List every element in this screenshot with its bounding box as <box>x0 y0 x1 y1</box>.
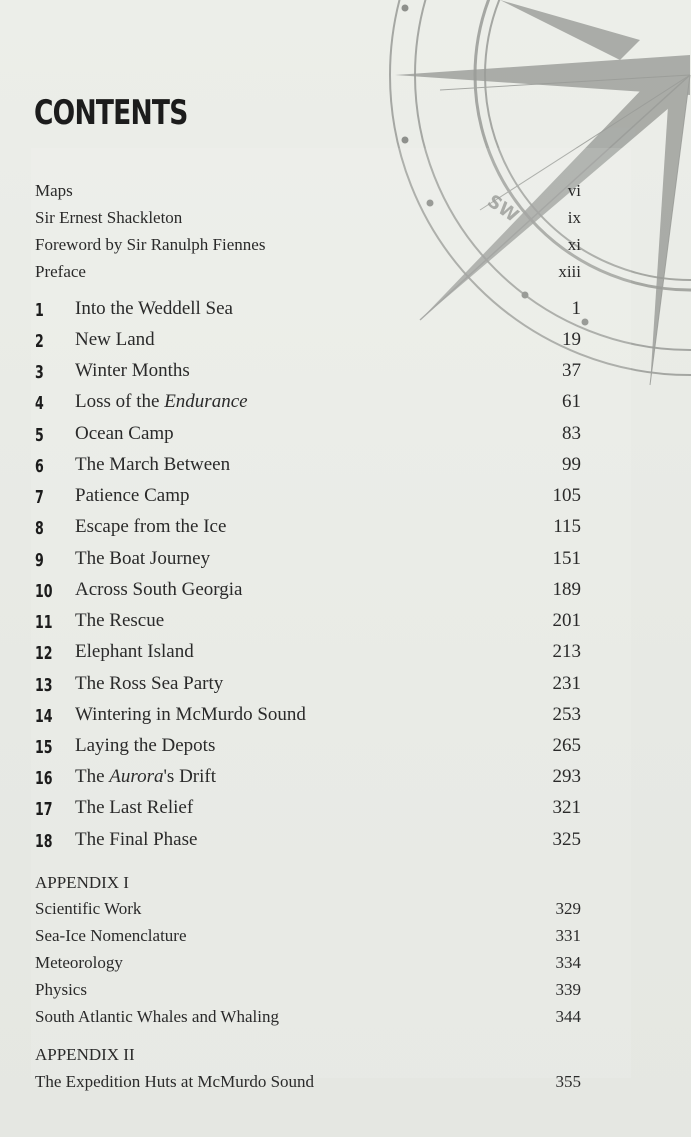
chapter-page: 105 <box>552 485 581 506</box>
chapter-entry[interactable] <box>0 454 691 482</box>
entry-title: South Atlantic Whales and Whaling <box>35 1007 279 1026</box>
chapter-page: 151 <box>552 548 581 569</box>
entry-page: 334 <box>555 953 581 972</box>
toc-entry[interactable] <box>0 262 691 290</box>
chapter-number: 12 <box>35 643 53 664</box>
chapter-number: 8 <box>35 518 44 539</box>
chapter-entry[interactable] <box>0 641 691 669</box>
chapter-page: 99 <box>562 454 581 475</box>
entry-title: Scientific Work <box>35 899 142 918</box>
toc-entry[interactable] <box>0 181 691 209</box>
chapter-title: Winter Months <box>75 360 190 381</box>
toc-entry[interactable] <box>0 899 691 927</box>
chapter-number: 6 <box>35 456 44 477</box>
chapter-page: 37 <box>562 360 581 381</box>
chapter-title: The Rescue <box>75 610 165 631</box>
chapter-entry[interactable] <box>0 797 691 825</box>
entry-page: 344 <box>555 1007 581 1026</box>
chapter-number: 5 <box>35 425 44 446</box>
toc-entry[interactable] <box>0 1072 691 1100</box>
chapter-entry[interactable] <box>0 360 691 388</box>
chapter-entry[interactable] <box>0 673 691 701</box>
chapter-page: 1 <box>571 298 581 319</box>
toc-entry[interactable] <box>0 235 691 263</box>
entry-page: xiii <box>558 262 581 281</box>
chapter-number: 13 <box>35 675 53 696</box>
chapter-number: 7 <box>35 487 44 508</box>
chapter-entry[interactable] <box>0 766 691 794</box>
entry-page: xi <box>567 235 581 254</box>
chapter-number: 18 <box>35 831 53 852</box>
chapter-entry[interactable] <box>0 829 691 857</box>
chapter-title: Elephant Island <box>75 641 194 662</box>
chapter-page: 189 <box>552 579 581 600</box>
chapter-page: 201 <box>552 610 581 631</box>
chapter-number: 14 <box>35 706 53 727</box>
chapter-title: Into the Weddell Sea <box>75 298 233 319</box>
chapter-number: 2 <box>35 331 44 352</box>
chapter-page: 321 <box>552 797 581 818</box>
chapter-number: 15 <box>35 737 53 758</box>
toc-entry[interactable] <box>0 980 691 1008</box>
chapter-title: The Boat Journey <box>75 548 211 569</box>
chapter-number: 10 <box>35 581 53 602</box>
toc-entry[interactable] <box>0 953 691 981</box>
chapter-entry[interactable] <box>0 548 691 576</box>
chapter-title: Wintering in McMurdo Sound <box>75 704 306 725</box>
chapter-number: 1 <box>35 300 44 321</box>
chapter-title: Laying the Depots <box>75 735 216 756</box>
chapter-page: 19 <box>562 329 581 350</box>
entry-page: 355 <box>555 1072 581 1091</box>
chapter-page: 83 <box>562 423 581 444</box>
chapter-entry[interactable] <box>0 704 691 732</box>
chapter-entry[interactable] <box>0 516 691 544</box>
chapter-title: The Ross Sea Party <box>75 673 224 694</box>
chapter-entry[interactable] <box>0 298 691 326</box>
chapter-page: 293 <box>552 766 581 787</box>
toc-entry[interactable] <box>0 1007 691 1035</box>
chapter-entry[interactable] <box>0 329 691 357</box>
entry-title: Maps <box>35 181 73 200</box>
chapter-entry[interactable] <box>0 579 691 607</box>
chapter-title: The Final Phase <box>75 829 198 850</box>
chapter-number: 4 <box>35 393 44 414</box>
entry-page: 331 <box>555 926 581 945</box>
chapter-title: Patience Camp <box>75 485 190 506</box>
chapter-number: 9 <box>35 550 44 571</box>
entry-title: Preface <box>35 262 86 281</box>
chapter-title: Escape from the Ice <box>75 516 227 537</box>
chapter-title: The Last Relief <box>75 797 194 818</box>
entry-title: Physics <box>35 980 87 999</box>
chapter-page: 61 <box>562 391 581 412</box>
appendix-heading: APPENDIX II <box>35 1045 135 1064</box>
chapter-entry[interactable] <box>0 610 691 638</box>
chapter-entry[interactable] <box>0 735 691 763</box>
toc-entry[interactable] <box>0 926 691 954</box>
chapter-title: The March Between <box>75 454 231 475</box>
chapter-title: Across South Georgia <box>75 579 243 600</box>
entry-title: The Expedition Huts at McMurdo Sound <box>35 1072 315 1091</box>
chapter-title: The Aurora's Drift <box>75 766 217 787</box>
chapter-page: 231 <box>552 673 581 694</box>
chapter-title: New Land <box>75 329 155 350</box>
chapter-page: 265 <box>552 735 581 756</box>
chapter-number: 16 <box>35 768 53 789</box>
chapter-number: 11 <box>35 612 53 633</box>
chapter-page: 213 <box>552 641 581 662</box>
entry-title: Meteorology <box>35 953 123 972</box>
chapter-page: 325 <box>552 829 581 850</box>
entry-title: Sea-Ice Nomenclature <box>35 926 187 945</box>
toc-entry[interactable] <box>0 208 691 236</box>
appendix-heading: APPENDIX I <box>35 873 129 892</box>
chapter-page: 115 <box>553 516 581 537</box>
page-title: CONTENTS <box>34 93 188 133</box>
entry-page: ix <box>567 208 581 227</box>
entry-page: vi <box>567 181 581 200</box>
chapter-entry[interactable] <box>0 391 691 419</box>
chapter-number: 17 <box>35 799 53 820</box>
chapter-title: Ocean Camp <box>75 423 174 444</box>
chapter-entry[interactable] <box>0 423 691 451</box>
entry-title: Sir Ernest Shackleton <box>35 208 183 227</box>
compass-label: SW <box>483 190 523 227</box>
chapter-entry[interactable] <box>0 485 691 513</box>
chapter-title: Loss of the Endurance <box>75 391 248 412</box>
chapter-page: 253 <box>552 704 581 725</box>
entry-page: 329 <box>555 899 581 918</box>
entry-page: 339 <box>555 980 581 999</box>
chapter-number: 3 <box>35 362 44 383</box>
entry-title: Foreword by Sir Ranulph Fiennes <box>35 235 266 254</box>
